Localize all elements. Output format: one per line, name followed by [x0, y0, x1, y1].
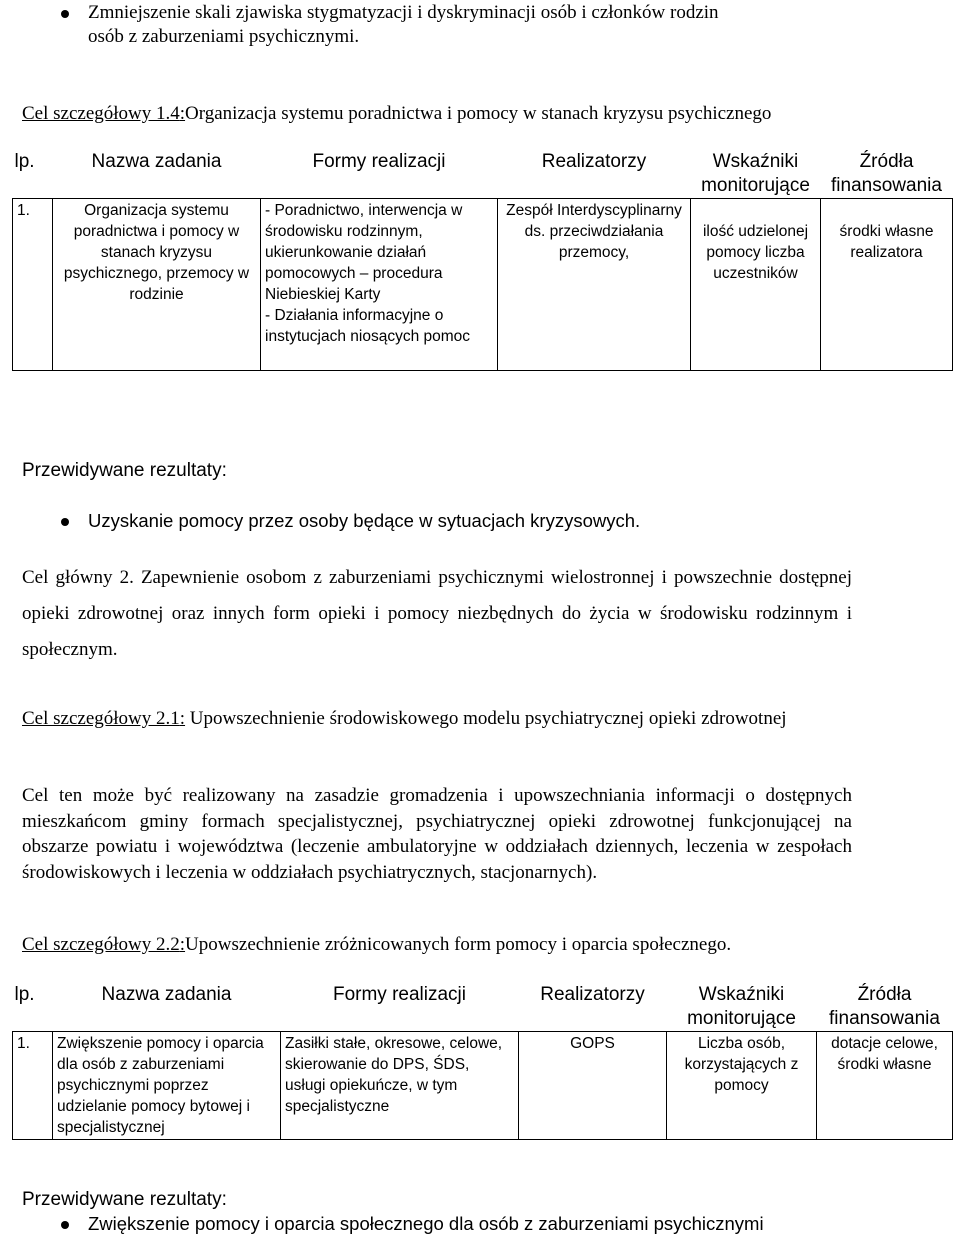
goal-2-1-heading	[22, 706, 852, 731]
results1-item: Uzyskanie pomocy przez osoby będące w sytuacjach kryzysowych.	[88, 510, 641, 531]
goal-2-1-paragraph: Cel ten może być realizowany na zasadzie gromadzenia i upowszechniania informacji o dostępnych mieszkańcom gminy formach specjalistycznej, psychiatrycznej opieki zdrowotnej funkcjonującej na obszarze powiatu i województwa (leczenie ambulatoryjne w oddziałach dziennych, leczenia w zespołach środowiskowych i leczenia w oddziałach psychiatrycznych, stacjonarnych).	[22, 785, 852, 883]
table1-header-lp: lp.	[14, 151, 35, 172]
bullet-icon	[61, 1221, 69, 1229]
results1-heading: Przewidywane rezultaty:	[22, 460, 227, 481]
goal-2-1-text: Upowszechnienie środowiskowego modelu psychiatrycznej opieki zdrowotnej	[189, 708, 787, 729]
table1-cell-sources: środki własne realizatora	[821, 199, 953, 371]
table1-cell-name: Organizacja systemu poradnictwa i pomocy w stanach kryzysu psychicznego, przemocy w rodzinie	[53, 199, 261, 371]
table2-header-forms: Formy realizacji	[332, 984, 467, 1005]
goal-1-4-sep: :	[179, 103, 186, 124]
table-row	[13, 1032, 953, 1140]
table2-cell-name: Zwiększenie pomocy i oparcia dla osób z zaburzeniami psychicznymi poprzez udzielanie pomocy bytowej i specjalistycznej	[53, 1032, 281, 1140]
table1-cell-lp: 1.	[13, 199, 53, 371]
table1-header-indicators: Wskaźniki monitorujące	[701, 151, 810, 196]
table2-header-sources: Źródła finansowania	[829, 984, 940, 1029]
table2-cell-indicators: Liczba osób, korzystających z pomocy	[667, 1032, 817, 1140]
main-goal-2-label: Cel główny 2.	[22, 567, 134, 588]
top-bullet-line2: osób z zaburzeniami psychicznymi.	[88, 26, 360, 47]
table2-header-indicators: Wskaźniki monitorujące	[687, 984, 796, 1029]
table2-header-name: Nazwa zadania	[101, 984, 232, 1005]
main-goal-2	[22, 560, 852, 668]
goal-1-4-label: Cel szczegółowy 1.4	[22, 103, 180, 124]
goal-2-2-text: Upowszechnienie zróżnicowanych form pomocy i oparcia społecznego.	[185, 934, 732, 955]
table1-header-executors: Realizatorzy	[541, 151, 647, 172]
results2-item: Zwiększenie pomocy i oparcia społecznego dla osób z zaburzeniami psychicznymi	[88, 1213, 764, 1234]
table1-header-sources: Źródła finansowania	[831, 151, 942, 196]
goal-1-4-heading	[22, 102, 771, 126]
table2-header-lp: lp.	[14, 984, 35, 1005]
table1-cell-forms: - Poradnictwo, interwencja w środowisku rodzinnym, ukierunkowanie działań pomocowych – procedura Niebieskiej Karty - Działania informacyjne o instytucjach niosących pomoc	[261, 199, 498, 371]
top-bullet-line1: Zmniejszenie skali zjawiska stygmatyzacji i dyskryminacji osób i członków rodzin	[88, 2, 719, 23]
table-row	[13, 199, 953, 371]
results2-heading: Przewidywane rezultaty:	[22, 1189, 227, 1210]
bullet-icon	[61, 518, 69, 526]
table-goal-2-2	[12, 983, 953, 1140]
table2-cell-executors: GOPS	[519, 1032, 667, 1140]
table2-cell-forms: Zasiłki stałe, okresowe, celowe, skierowanie do DPS, ŚDS, usługi opiekuńcze, w tym specjalistyczne	[281, 1032, 519, 1140]
table1-cell-executors: Zespół Interdyscyplinarny ds. przeciwdziałania przemocy,	[498, 199, 691, 371]
table-goal-1-4	[12, 150, 953, 371]
table1-header-forms: Formy realizacji	[312, 151, 446, 172]
table2-cell-lp: 1.	[13, 1032, 53, 1140]
goal-2-1-label: Cel szczegółowy 2.1	[22, 708, 180, 729]
goal-2-1-sep: :	[179, 708, 186, 729]
table1-cell-indicators: ilość udzielonej pomocy liczba uczestników	[691, 199, 821, 371]
table2-header-executors: Realizatorzy	[540, 984, 645, 1005]
goal-2-2-sep: :	[179, 934, 186, 955]
table2-cell-sources: dotacje celowe, środki własne	[817, 1032, 953, 1140]
main-goal-2-text: Zapewnienie osobom z zaburzeniami psychicznymi wielostronnej i powszechnie dostępnej opieki zdrowotnej oraz innych form opieki i pomocy niezbędnych do życia w środowisku rodzinnym i społecznym.	[22, 567, 853, 660]
goal-2-2-label: Cel szczegółowy 2.2	[22, 934, 180, 955]
goal-2-2-heading	[22, 932, 731, 957]
table1-header-name: Nazwa zadania	[91, 151, 222, 172]
bullet-icon	[61, 10, 69, 18]
goal-1-4-text: Organizacja systemu poradnictwa i pomocy w stanach kryzysu psychicznego	[185, 103, 772, 124]
